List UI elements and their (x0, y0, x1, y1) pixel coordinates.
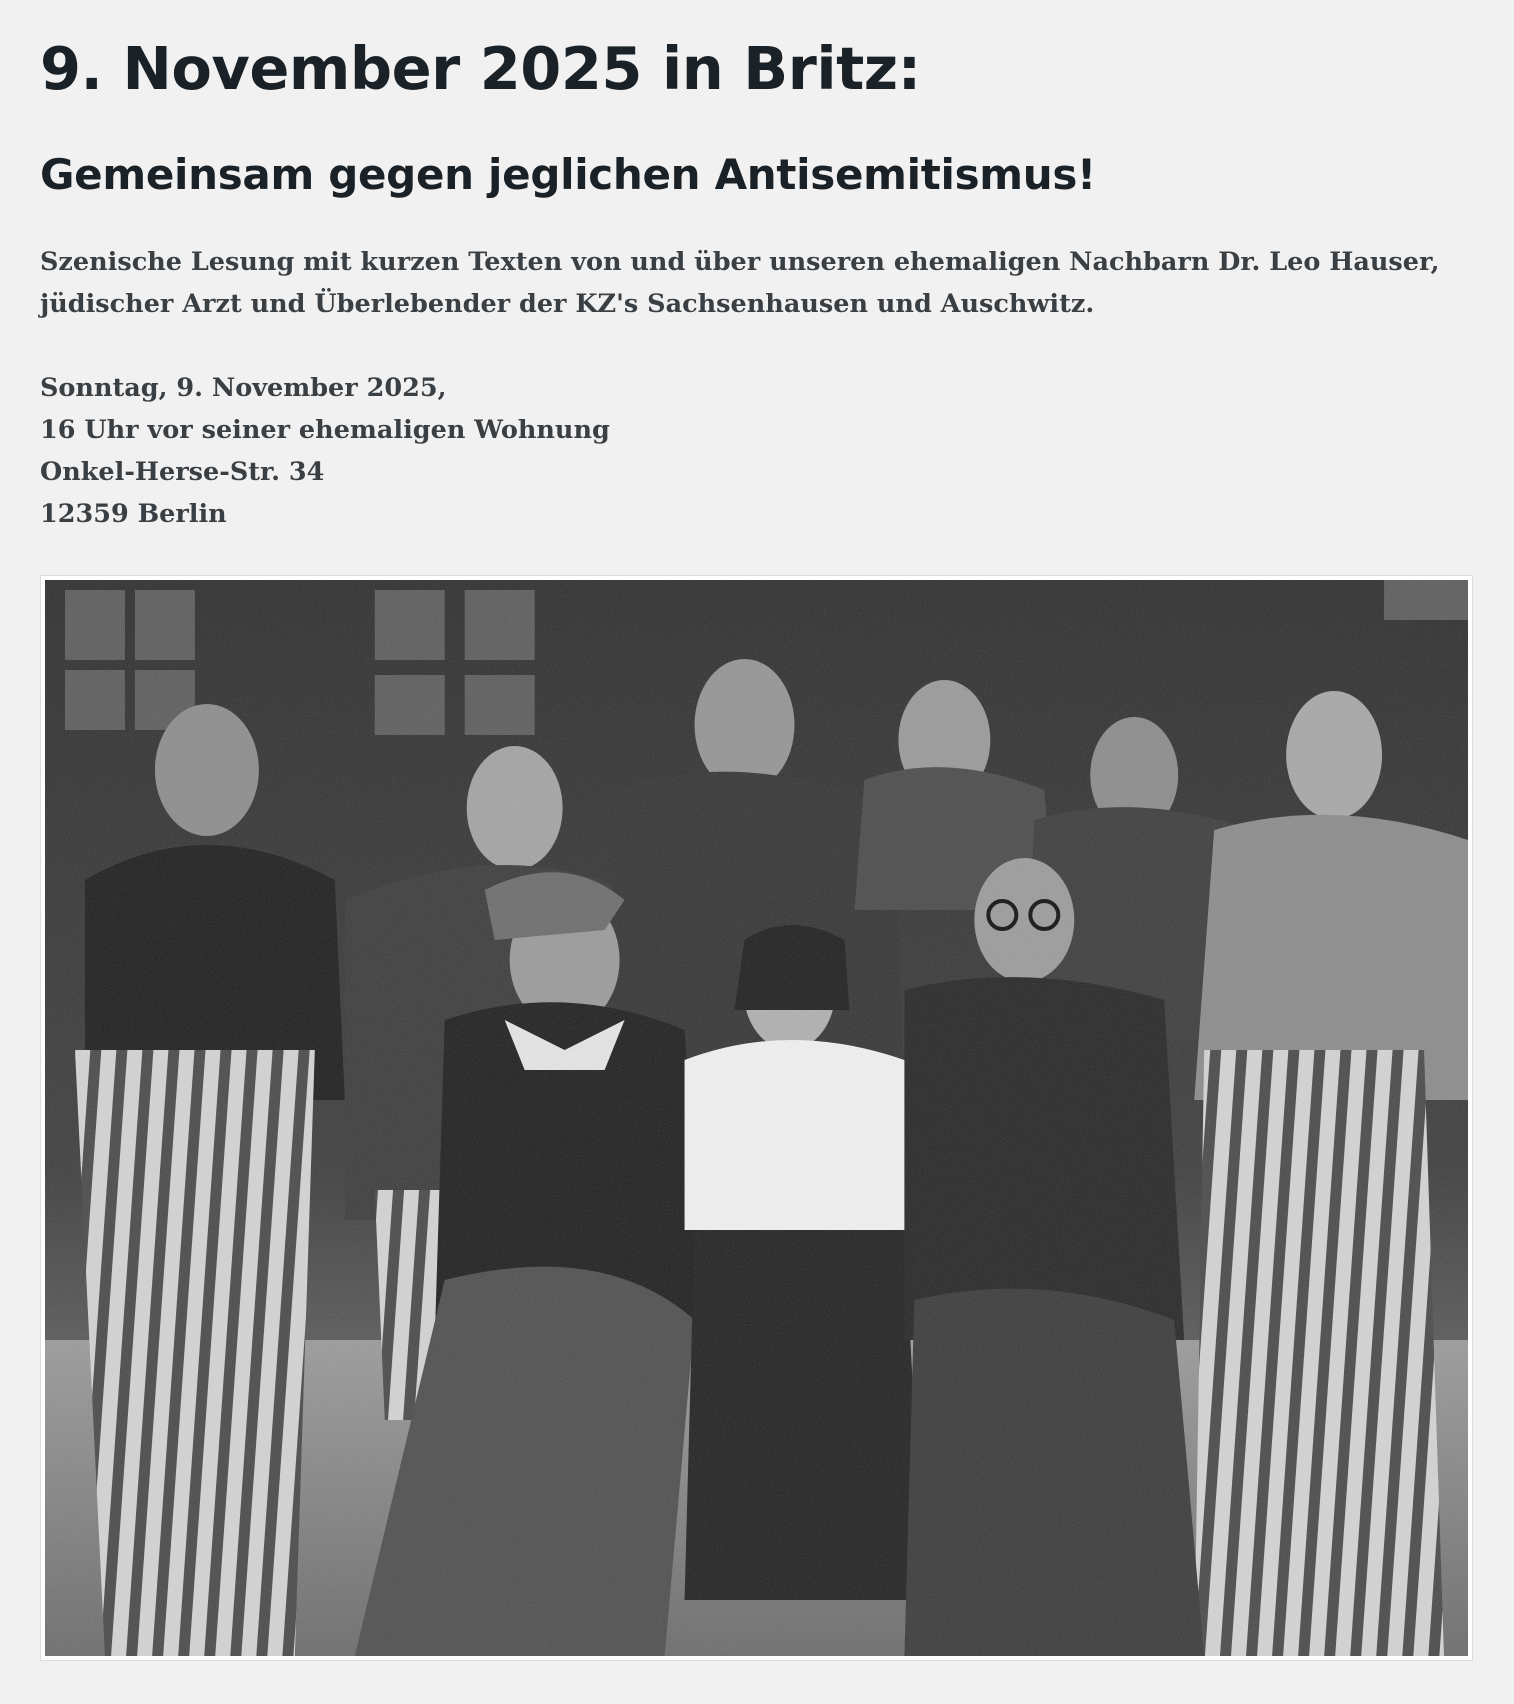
intro-line: jüdischer Arzt und Überlebender der KZ's Sachsenhausen und Auschwitz. (40, 289, 1095, 319)
historic-photo-frame (40, 575, 1473, 1661)
intro-paragraph (40, 241, 1474, 325)
event-time-place: 16 Uhr vor seiner ehemaligen Wohnung (40, 415, 610, 445)
intro-line: Szenische Lesung mit kurzen Texten von und über unseren ehemaligen Nachbarn Dr. Leo Hauser, (40, 247, 1440, 277)
historic-group-photo (45, 580, 1468, 1656)
event-date: Sonntag, 9. November 2025, (40, 373, 447, 403)
page-subtitle: Gemeinsam gegen jeglichen Antisemitismus! (40, 150, 1096, 199)
event-street: Onkel-Herse-Str. 34 (40, 457, 325, 487)
event-city: 12359 Berlin (40, 499, 227, 529)
page-title: 9. November 2025 in Britz: (40, 34, 921, 103)
event-details (40, 367, 610, 535)
